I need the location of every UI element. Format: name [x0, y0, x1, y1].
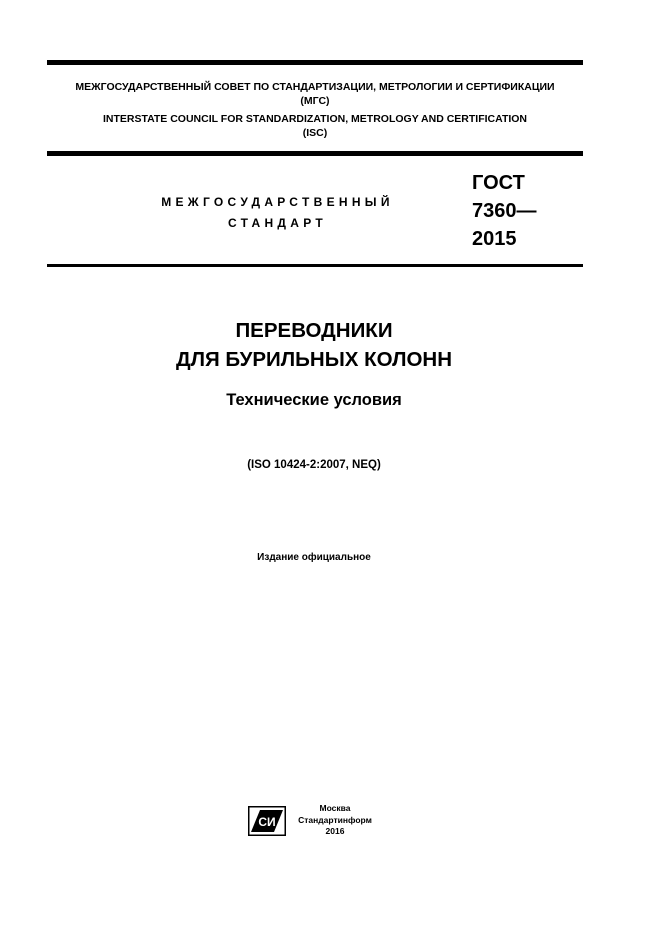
publisher-info — [296, 803, 374, 838]
council-name-english — [47, 112, 583, 140]
council-en-line2: (ISC) — [302, 127, 328, 139]
standard-kind — [110, 192, 445, 234]
gost-number: 7360— — [472, 200, 537, 222]
council-en-line1: INTERSTATE COUNCIL FOR STANDARDIZATION, METROLOGY AND CERTIFICATION — [102, 113, 528, 125]
logo-text: СИ — [258, 815, 276, 829]
publisher-name: Стандартинформ — [298, 814, 372, 825]
middle-divider — [47, 151, 583, 156]
standard-kind-line2: СТАНДАРТ — [227, 216, 328, 230]
iso-reference: (ISO 10424-2:2007, NEQ) — [247, 459, 381, 471]
gost-year: 2015 — [472, 228, 517, 250]
publisher-year: 2016 — [325, 826, 345, 836]
gost-label: ГОСТ — [472, 172, 525, 194]
document-title-line2: ДЛЯ БУРИЛЬНЫХ КОЛОНН — [175, 348, 453, 371]
document-title — [0, 316, 628, 374]
standartinform-logo-icon — [248, 806, 286, 836]
gost-designation — [472, 169, 537, 253]
document-subtitle: Технические условия — [226, 391, 402, 409]
council-ru-line1: МЕЖГОСУДАРСТВЕННЫЙ СОВЕТ ПО СТАНДАРТИЗАЦИИ, МЕТРОЛОГИИ И СЕРТИФИКАЦИИ — [75, 81, 555, 93]
document-title-line1: ПЕРЕВОДНИКИ — [235, 319, 393, 342]
standard-kind-line1: МЕЖГОСУДАРСТВЕННЫЙ — [161, 195, 394, 209]
council-ru-line2: (МГС) — [300, 95, 330, 107]
council-name-russian — [47, 80, 583, 108]
lower-divider — [47, 264, 583, 267]
top-divider — [47, 60, 583, 65]
edition-note: Издание официальное — [257, 552, 371, 563]
publisher-city: Москва — [319, 803, 351, 813]
